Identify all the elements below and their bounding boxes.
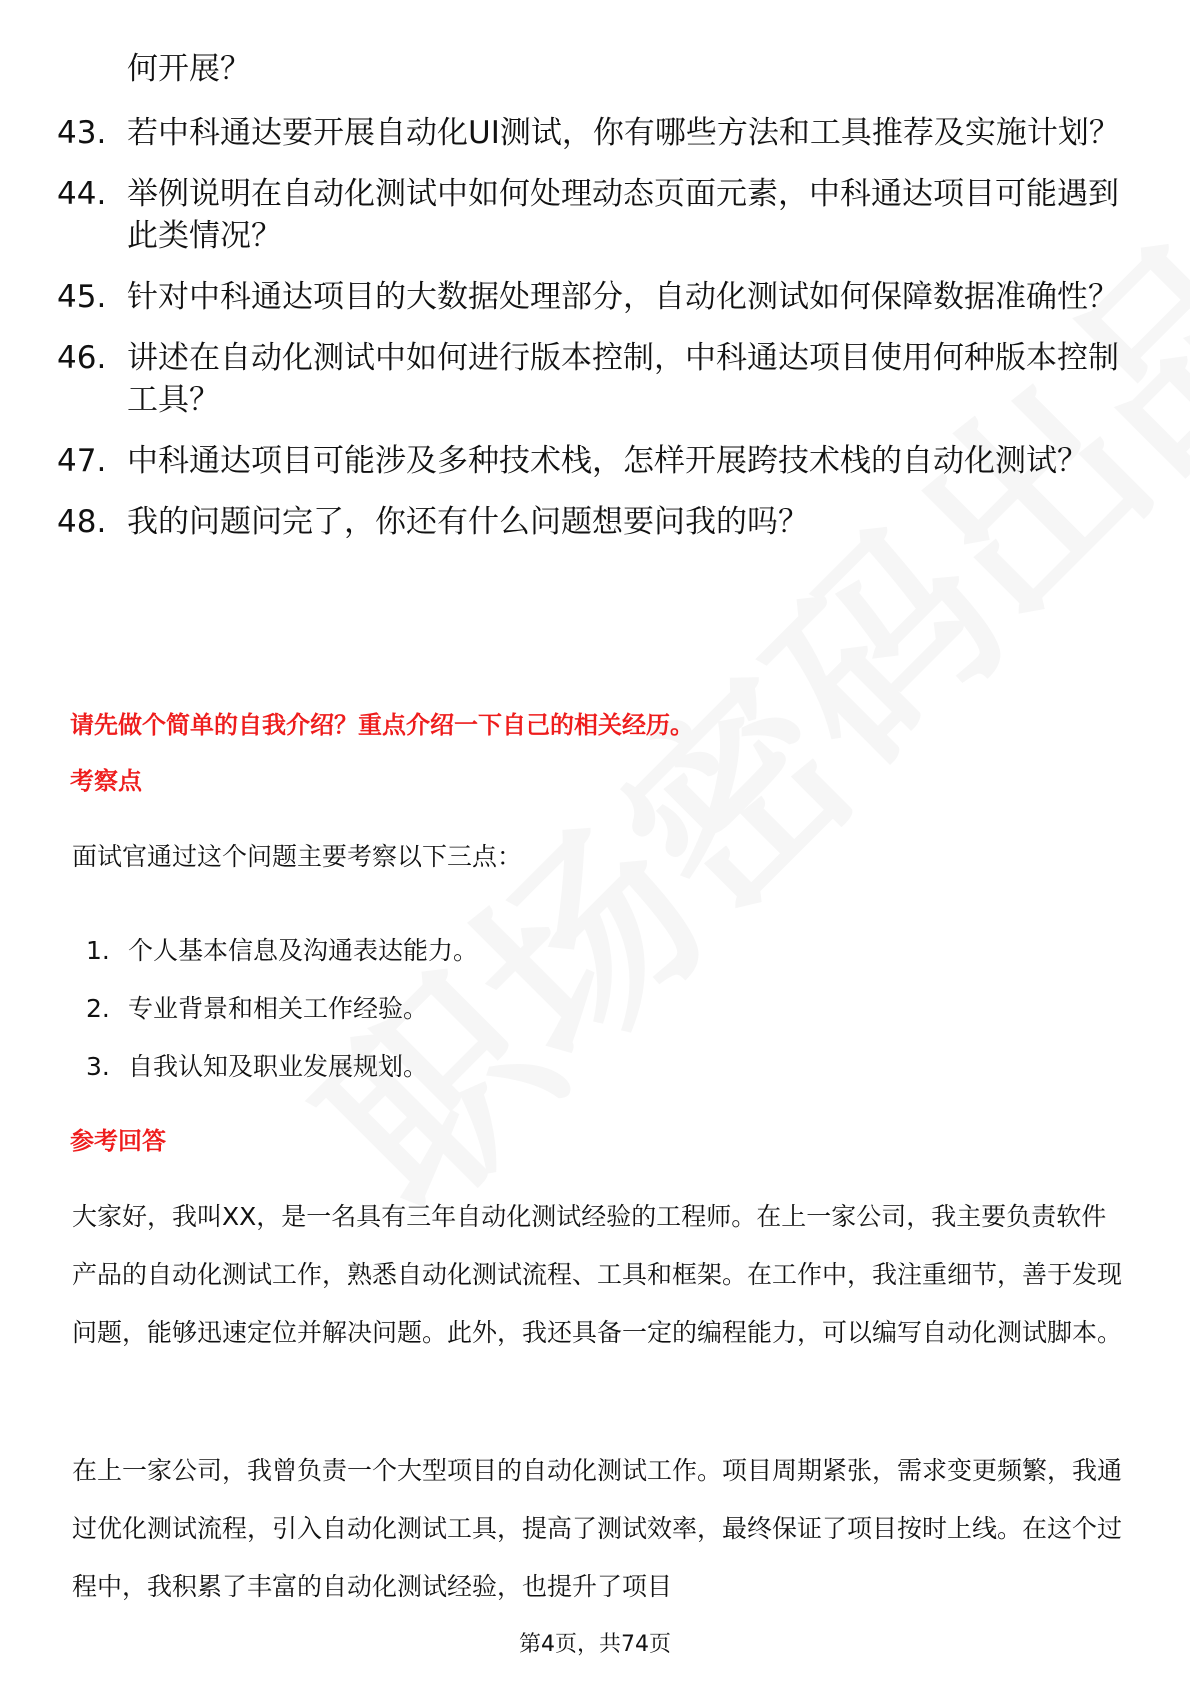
focus-point-text: 个人基本信息及沟通表达能力。 [128,936,479,965]
question-number: 45. [57,279,107,315]
question-item [57,173,1127,257]
question-number: 46. [57,340,107,376]
question-number: 44. [57,176,107,212]
question-text: 我的问题问完了，你还有什么问题想要问我的吗？ [127,504,809,540]
answer-paragraph: 大家好，我叫XX，是一名具有三年自动化测试经验的工程师。在上一家公司，我主要负责软件产品的自动化测试工作，熟悉自动化测试流程、工具和框架。在工作中，我注重细节，善于发现问题，能够迅速定位并解决问题。此外，我还具备一定的编程能力，可以编写自动化测试脚本。 [72,1202,1123,1347]
question-text: 举例说明在自动化测试中如何处理动态页面元素，中科通达项目可能遇到此类情况？ [127,176,1119,254]
focus-point [86,980,478,1038]
focus-point [86,922,478,980]
answer-paragraph: 在上一家公司，我曾负责一个大型项目的自动化测试工作。项目周期紧张，需求变更频繁，我通过优化测试流程，引入自动化测试工具，提高了测试效率，最终保证了项目按时上线。在这个过程中，我积累了丰富的自动化测试经验，也提升了项目 [72,1456,1123,1601]
question-text: 针对中科通达项目的大数据处理部分，自动化测试如何保障数据准确性？ [127,279,1119,315]
answer-heading: 参考回答 [70,1127,166,1155]
question-item [57,440,1127,482]
focus-heading: 考察点 [70,767,142,795]
question-item [57,501,1127,543]
focus-point [86,1038,478,1096]
focus-point-number: 3. [86,1052,110,1081]
question-text: 中科通达项目可能涉及多种技术栈，怎样开展跨技术栈的自动化测试？ [127,443,1088,479]
focus-point-text: 专业背景和相关工作经验。 [128,994,429,1023]
question-number: 48. [57,504,107,540]
question-number: 47. [57,443,107,479]
page-number-footer: 第4页，共74页 [519,1632,671,1657]
question-text: 讲述在自动化测试中如何进行版本控制，中科通达项目使用何种版本控制工具？ [127,340,1119,418]
question-continuation: 何开展？ [127,51,251,87]
focus-intro: 面试官通过这个问题主要考察以下三点： [72,842,523,871]
question-list [57,112,1127,562]
question-item [57,337,1127,421]
section-question-heading: 请先做个简单的自我介绍？重点介绍一下自己的相关经历。 [70,711,694,739]
question-number: 43. [57,115,107,151]
question-text: 若中科通达要开展自动化UI测试，你有哪些方法和工具推荐及实施计划？ [127,115,1120,151]
question-item [57,112,1127,154]
focus-point-text: 自我认知及职业发展规划。 [128,1052,429,1081]
focus-point-list [86,922,478,1096]
question-item [57,276,1127,318]
focus-point-number: 2. [86,994,110,1023]
focus-point-number: 1. [86,936,110,965]
